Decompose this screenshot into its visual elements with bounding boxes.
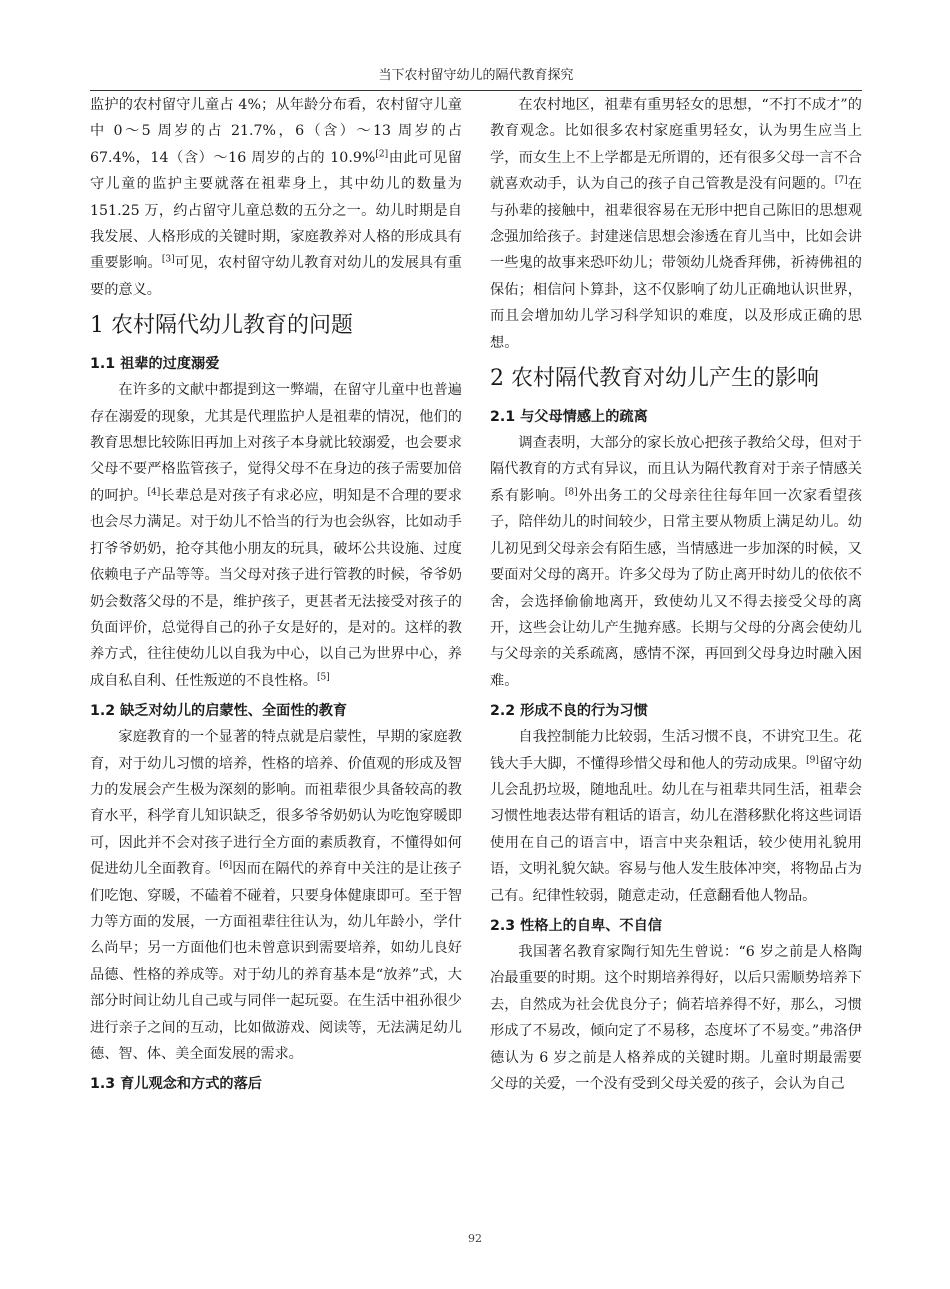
citation: [6]	[219, 860, 233, 871]
text-run: 由此可见留守儿童的监护主要就落在祖辈身上，其中幼儿的数量为 151.25 万，约占留守儿童总数的五分之一。幼儿时期是自我发展、人格形成的关键时期，家庭教养对人格的形成具有重要影响。	[90, 149, 462, 272]
subsection-2-3-heading: 2.3 性格上的自卑、不自信	[490, 917, 662, 934]
citation: [8]	[564, 487, 578, 498]
section-2-heading: 2 农村隔代教育对幼儿产生的影响	[490, 366, 819, 392]
citation: [4]	[147, 487, 161, 498]
subsection-1-1-paragraph	[90, 377, 462, 694]
subsection-1-2-paragraph	[90, 724, 462, 1067]
subsection-2-1-paragraph	[490, 430, 862, 694]
subsection-1-3-heading: 1.3 育儿观念和方式的落后	[90, 1076, 262, 1093]
text-run: 长辈总是对孩子有求必应，明知是不合理的要求也会尽力满足。对于幼儿不恰当的行为也会纵容，比如动手打爷爷奶奶，抢夺其他小朋友的玩具，破坏公共设施、过度依赖电子产品等等。当父母对孩子进行管教的时候，爷爷奶奶会数落父母的不是，维护孩子，更甚者无法接受对孩子的负面评价，总觉得自己的孙子女是好的，是对的。这样的教养方式，往往使幼儿以自我为中心，以自己为世界中心，养成自私自利、任性叛逆的不良性格。	[90, 487, 462, 689]
subsection-2-2-paragraph	[490, 724, 862, 909]
text-run: 调查表明，大部分的家长放心把孩子教给父母，但对于隔代教育的方式有异议，而且认为隔代教育对于亲子情感关系有影响。	[490, 435, 862, 504]
text-run: 可见，农村留守幼儿教育对幼儿的发展具有重要的意义。	[90, 255, 462, 298]
subsection-1-2-heading: 1.2 缺乏对幼儿的启蒙性、全面性的教育	[90, 703, 348, 720]
citation: [3]	[161, 254, 175, 265]
text-run: 在与孙辈的接触中，祖辈很容易在无形中把自己陈旧的思想观念强加给孩子。封建迷信思想会渗透在育儿当中，比如会讲一些鬼的故事来恐吓幼儿；带领幼儿烧香拜佛，祈祷佛祖的保佑；相信问卜算卦，这不仅影响了幼儿正确地认识世界，而且会增加幼儿学习科学知识的难度，以及形成正确的思想。	[490, 176, 862, 351]
citation: [2]	[375, 149, 389, 160]
subsection-2-3-paragraph	[490, 939, 862, 1097]
page-number: 92	[468, 1232, 482, 1245]
subsection-1-1-heading: 1.1 祖辈的过度溺爱	[90, 356, 220, 373]
subsection-2-1-heading: 2.1 与父母情感上的疏离	[490, 409, 648, 426]
text-run: 监护的农村留守儿童占 4%；从年龄分布看，农村留守儿童中 0～5 周岁的占 21.7%，6（含）～13 周岁的占 67.4%，14（含）～16 周岁的占的 10.9%	[90, 97, 462, 166]
text-run: 家庭教育的一个显著的特点就是启蒙性，早期的家庭教育，对于幼儿习惯的培养，性格的培养、价值观的形成及智力的发展会产生极为深刻的影响。而祖辈很少具备较高的教育水平，科学育儿知识缺乏，很多爷爷奶奶认为吃饱穿暖即可，因此并不会对孩子进行全方面的素质教育，不懂得如何促进幼儿全面教育。	[90, 729, 462, 878]
text-run: 我国著名教育家陶行知先生曾说：“6 岁之前是人格陶冶最重要的时期。这个时期培养得好，以后只需顺势培养下去，自然成为社会优良分子；倘若培养得不好，那么，习惯形成了不易改，倾向定了不易移，态度坏了不易变。”弗洛伊德认为 6 岁之前是人格养成的关键时期。儿童时期最需要父母的关爱，一个没有受到父母关爱的孩子，会认为自己	[490, 943, 862, 1092]
text-run: 在农村地区，祖辈有重男轻女的思想，“不打不成才”的教育观念。比如很多农村家庭重男轻女，认为男生应当上学，而女生上不上学都是无所谓的，还有很多父母一言不合就喜欢动手，认为自己的孩子自己管教是没有问题的。	[490, 97, 862, 193]
section-1-heading: 1 农村隔代幼儿教育的问题	[90, 313, 353, 339]
subsection-1-3-paragraph	[490, 92, 862, 356]
citation: [5]	[317, 671, 330, 682]
citation: [9]	[806, 754, 819, 765]
citation: [7]	[834, 175, 848, 186]
left-column	[90, 92, 462, 1097]
subsection-2-2-heading: 2.2 形成不良的行为习惯	[490, 703, 648, 720]
text-run: 外出务工的父母亲往往每年回一次家看望孩子，陪伴幼儿的时间较少，日常主要从物质上满足幼儿。幼儿初见到父母亲会有陌生感，当情感进一步加深的时候，又要面对父母的离开。许多父母为了防止离开时幼儿的依依不舍，会选择偷偷地离开，致使幼儿又不得去接受父母的离开，这些会让幼儿产生抛弃感。长期与父母的分离会使幼儿与父母亲的关系疏离，感情不深，再回到父母身边时融入困难。	[490, 487, 862, 689]
right-column	[490, 92, 862, 1097]
text-run: 在许多的文献中都提到这一弊端，在留守儿童中也普遍存在溺爱的现象，尤其是代理监护人是祖辈的情况，他们的教育思想比较陈旧再加上对孩子本身就比较溺爱，也会要求父母不要严格监管孩子，觉得父母不在身边的孩子需要加倍的呵护。	[90, 382, 462, 504]
intro-paragraph	[90, 92, 462, 303]
running-header: 当下农村留守幼儿的隔代教育探究	[90, 64, 862, 91]
text-run: 留守幼儿会乱扔垃圾，随地乱吐。幼儿在与祖辈共同生活，祖辈会习惯性地表达带有粗话的语言，幼儿在潜移默化将这些词语使用在自己的语言中，语言中夹杂粗话，较少使用礼貌用语，文明礼貌欠缺。容易与他人发生肢体冲突，将物品占为己有。纪律性较弱，随意走动，任意翻看他人物品。	[490, 755, 862, 904]
text-run: 因而在隔代的养育中关注的是让孩子们吃饱、穿暖，不磕着不碰着，只要身体健康即可。至于智力等方面的发展，一方面祖辈往往认为，幼儿年龄小，学什么尚早；另一方面他们也未曾意识到需要培养，如幼儿良好品德、性格的养成等。对于幼儿的养育基本是“放养”式，大部分时间让幼儿自己或与同伴一起玩耍。在生活中祖孙很少进行亲子之间的互动，比如做游戏、阅读等，无法满足幼儿德、智、体、美全面发展的需求。	[90, 861, 462, 1062]
text-run: 自我控制能力比较弱，生活习惯不良，不讲究卫生。花钱大手大脚，不懂得珍惜父母和他人的劳动成果。	[490, 729, 862, 772]
